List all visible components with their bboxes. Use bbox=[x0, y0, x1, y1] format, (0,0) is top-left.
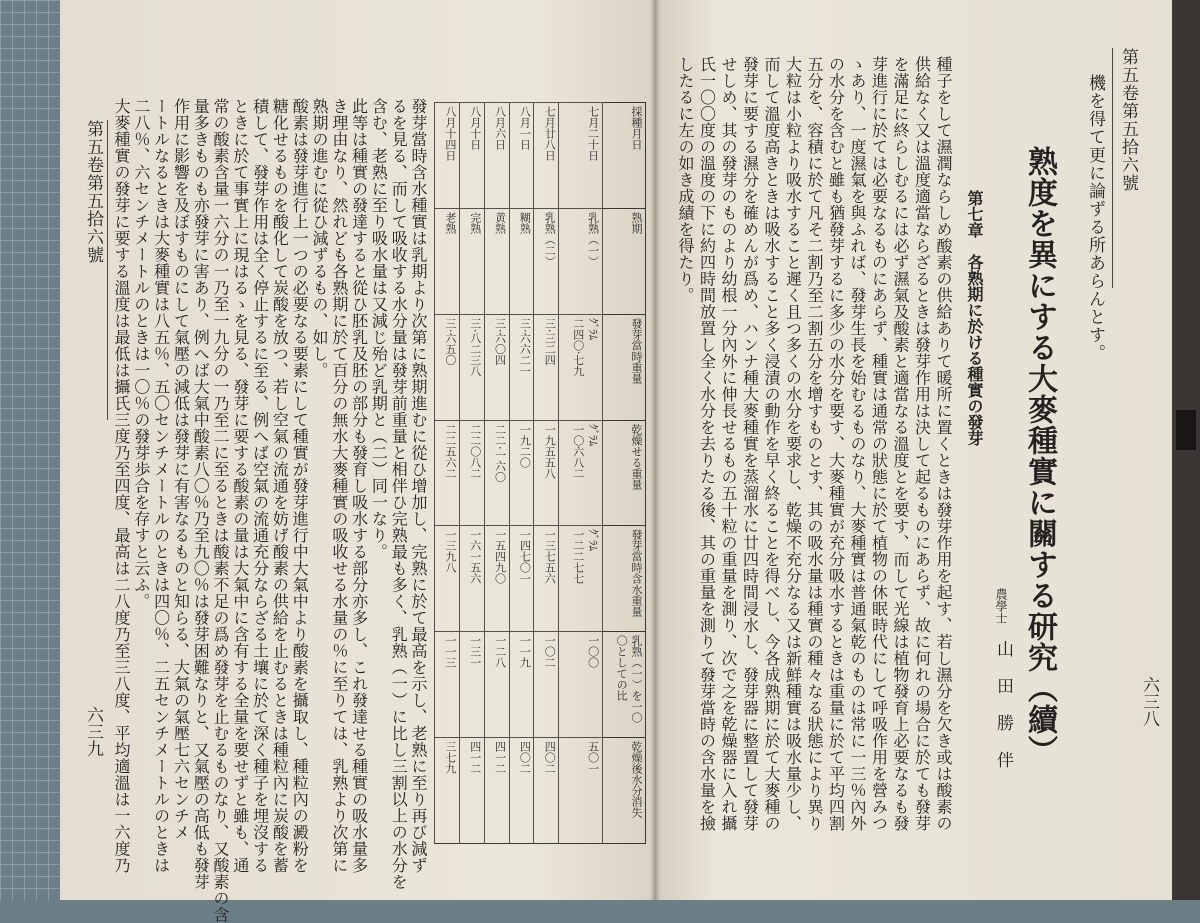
table-cell: 一一九 bbox=[509, 632, 534, 738]
table-cell: 四一二 bbox=[484, 738, 509, 844]
right-body-line: 芽進行に於ては必要なるものにあらず、種實は通常の狀態に於て植物の休眠時代にして呼吸作用を營みつ bbox=[869, 56, 889, 832]
table-cell: 乳熟（二） bbox=[534, 208, 559, 314]
continuation-line: 機を得て更に論ずる所あらんとす。 bbox=[1085, 74, 1105, 362]
left-body-line: 常の酸素含量一六分の一乃至一九分の一乃至二に至るときは酸素不足の爲め發芽を止むるものなり、又酸素の含 bbox=[211, 98, 231, 923]
table-cell: 八月十日 bbox=[459, 103, 484, 209]
left-body-line: ートルなるときは大麥種實は八五％、五〇センチメートルのときは四〇％、二五センチメートルのときは bbox=[151, 98, 171, 874]
table-cell: 三·六五〇 bbox=[435, 314, 460, 420]
table-cell: 三·六〇四 bbox=[484, 314, 509, 420]
table-header: 乳熟（一）を一〇〇としての比 bbox=[602, 632, 645, 738]
left-body-line: き理由なり、然れども各熟期に於て百分の無水大麥種實の吸收せる水量の％に至りては、乳熟より次第に bbox=[329, 98, 349, 874]
right-body-line: せしめ、其の發芽のものより幼根一分內外に伸長せるもの五十粒の重量を測り、次で之を乾燥器に入れ攝 bbox=[719, 56, 738, 832]
table-cell: 一〇二 bbox=[534, 632, 559, 738]
table-cell: 一九二〇 bbox=[509, 420, 534, 526]
right-body-line: 發芽に要する濕分を確めんが爲め、ハンナ種大麥種實を蒸溜水に廿四時間浸水し、發芽器に整置して發芽 bbox=[740, 56, 760, 832]
chapter-heading: 第七章 各熟期に於ける種實の發芽 bbox=[965, 190, 984, 446]
table-header: 乾燥せる重量 bbox=[602, 420, 645, 526]
left-body-line: 此等は種實の發達すると從ひ胚乳及胚の部分も發育し吸水する部分亦多し、これ發達せる種實の吸水量多 bbox=[349, 98, 369, 874]
table-header: 發芽當時含水重量 bbox=[602, 526, 645, 632]
table-cell: 乳熟（一） bbox=[559, 208, 602, 314]
table-cell: 三·六六二一 bbox=[509, 314, 534, 420]
author-name: 山田勝伴 bbox=[993, 640, 1013, 788]
cutting-mat-left bbox=[0, 0, 60, 900]
table-cell: 三七九 bbox=[435, 738, 460, 844]
table-cell: 四一二 bbox=[459, 738, 484, 844]
right-page-number: 六三八 bbox=[1139, 676, 1159, 727]
table-cell: 八月一日 bbox=[509, 103, 534, 209]
dark-background-right bbox=[1172, 0, 1200, 900]
book-gutter bbox=[650, 0, 660, 900]
table-cell: 一九五五八 bbox=[534, 420, 559, 526]
table-cell: 二二·一六〇 bbox=[484, 420, 509, 526]
dark-accent bbox=[1176, 410, 1196, 450]
table-cell: 二二〇八二 bbox=[459, 420, 484, 526]
table-cell: 黄熟 bbox=[484, 208, 509, 314]
left-body-line: 含む、老熟に至り吸水量は又減じ殆ど乳期と（二）同一なり。 bbox=[369, 98, 389, 560]
table-cell: 一二八 bbox=[484, 632, 509, 738]
table-cell: 八月六日 bbox=[484, 103, 509, 209]
table-cell: 一一三 bbox=[435, 632, 460, 738]
author-title: 農學士 bbox=[994, 588, 1008, 624]
left-body-line: 積して、發芽作用は全く停止するに至る、例へば空氣の流通充分ならざる土壤に於て深く種子を埋沒する bbox=[250, 98, 270, 874]
table-cell: 糊熟 bbox=[509, 208, 534, 314]
left-body-line: 量多きものも亦發芽に害あり、例へば大氣中酸素八〇％乃至九〇％は發芽困難なりと、又氣壓の高低も發芽 bbox=[191, 98, 211, 890]
table-cell: 八月十四日 bbox=[435, 103, 460, 209]
table-cell: 老熟 bbox=[435, 208, 460, 314]
right-body-line: 氏一〇〇度の溫度の下に約四時間放置し全く水分を去りたる後、其の重量を測りて發芽當時の含水量を撿 bbox=[697, 56, 717, 832]
table-header: 乾燥後水分消失 bbox=[602, 738, 645, 844]
right-body-line: を滿足に終らしむるには必ず濕氣及酸素と適當なる溫度とを要す、而して光線は植物發育上必要なるも發 bbox=[891, 56, 910, 832]
table-cell: 一六一五六 bbox=[459, 526, 484, 632]
table-cell: 二二五六二 bbox=[435, 420, 460, 526]
right-body-line: したるに左の如き成績を得たり。 bbox=[676, 56, 695, 304]
right-body-line: 而して溫度高きときは吸水すること多く浸漬の動作を早く終ることを得べし、今各成熟期に於て大麥種の bbox=[762, 56, 781, 832]
article-title: 熟度を異にする大麥種實に關する研究（續） bbox=[1022, 146, 1057, 766]
left-body-line: 大麥種實の發芽に要する溫度は最低は攝氏三度乃至四度、最高は二八度乃至三八度、平均適溫は一六度乃 bbox=[112, 98, 132, 874]
left-body-line: 二八％、六センチメートルのときは一〇％の發芽歩合を存すと云ふ。 bbox=[131, 98, 151, 610]
right-body-text bbox=[672, 56, 954, 876]
table-cell: 一五四九〇 bbox=[484, 526, 509, 632]
left-body-line: ときに於て事實上に現はるゝを見る、發芽に要する酸素の量は大氣中に含有する全量を要せずと雖も、通 bbox=[230, 98, 250, 874]
left-body-line: 作用に影響を及ぼすものにして氣壓の減低は發芽に有害なるものと知らる、大氣の氣壓七六センチメ bbox=[171, 98, 191, 841]
left-running-head: 第五卷第五拾六號 bbox=[84, 120, 108, 420]
right-body-line: 五分を、容積に於て凡そ二割乃至二割五分を增すものとす、其の吸水量は種實の種々なる狀態により異り bbox=[805, 56, 824, 832]
left-body-text bbox=[110, 98, 428, 923]
right-body-line: 種子をして濕潤ならしめ酸素の供給ありて暖所に置くときは發芽作用を起す、若し濕分を欠き或は酸素の bbox=[934, 56, 953, 832]
table-cell: 七月廿八日 bbox=[534, 103, 559, 209]
table-cell: ｸﾞﾗﾑ 一〇六八二 bbox=[559, 420, 602, 526]
left-body-line: 酸素は發芽進行上一つの必要なる要素にして種實が發芽進行中大氣中より酸素を攝取し、種粒內の澱粉を bbox=[290, 98, 310, 874]
table-cell: 三·八二三八 bbox=[459, 314, 484, 420]
right-running-head: 第五卷第五拾六號 bbox=[1112, 48, 1136, 288]
table-cell: ｸﾞﾗﾑ 一二二七七 bbox=[559, 526, 602, 632]
right-body-line: ゝあり、一度濕氣を與ふれば、發芽生長を始むるものなり、大麥種實は普通氣乾のものは常に一三％內外 bbox=[848, 56, 867, 832]
table-header: 採種月日 bbox=[602, 103, 645, 209]
left-page-number: 六三九 bbox=[83, 706, 103, 757]
left-body-line: るを見る、而して吸收する水分量は發芽前重量と相伴ひ完熟最も多く、乳熟（一）に比し三割以上の水分を bbox=[389, 98, 409, 890]
right-body-line: 供給なく又は溫度適當ならざるときは發芽作用は決して起るものにあらず、故に何れの場合に於ても發芽 bbox=[912, 56, 932, 832]
table-cell: 一三九八 bbox=[435, 526, 460, 632]
table-cell: 一三七五六 bbox=[534, 526, 559, 632]
table-cell: ｸﾞﾗﾑ 二四〇·七九 bbox=[559, 314, 602, 420]
table-cell: 四〇二 bbox=[509, 738, 534, 844]
table-cell: 一四七〇一 bbox=[509, 526, 534, 632]
right-body-line: 大粒は小粒より吸水すること遲く且つ多くの水分を要求し、乾燥不充分なる又は新鮮種實は吸水量少し、 bbox=[783, 56, 803, 832]
table-cell: 一三一 bbox=[459, 632, 484, 738]
table-header: 熟期 bbox=[602, 208, 645, 314]
left-body-line: 糖化せるものを酸化して炭酸を放つ、若し空氣の流通を妨げ酸素の供給を止むるときは種粒內に炭酸を蓄 bbox=[270, 98, 290, 874]
table-cell: 七月二十日 bbox=[559, 103, 602, 209]
ripeness-data-table bbox=[434, 102, 646, 844]
table-cell: 四〇二 bbox=[534, 738, 559, 844]
table-cell: 三·三二四 bbox=[534, 314, 559, 420]
right-body-line: の水分を含むと雖も猶發芽するに多少の水分を要す、大麥種實が充分吸水するときは重量に於て平均四割 bbox=[826, 56, 846, 832]
left-body-line: 熟期の進むに從ひ減ずるもの、如し。 bbox=[310, 98, 330, 379]
table-cell: 一〇〇 bbox=[559, 632, 602, 738]
table-header: 發芽當時重量 bbox=[602, 314, 645, 420]
table-cell: 五〇一 bbox=[559, 738, 602, 844]
left-body-line: 發芽當時含水種實は乳期より次第に熟期進むに從ひ增加し、完熟に於て最高を示し、老熟に至り再び減ず bbox=[409, 98, 428, 874]
table-cell: 完熟 bbox=[459, 208, 484, 314]
